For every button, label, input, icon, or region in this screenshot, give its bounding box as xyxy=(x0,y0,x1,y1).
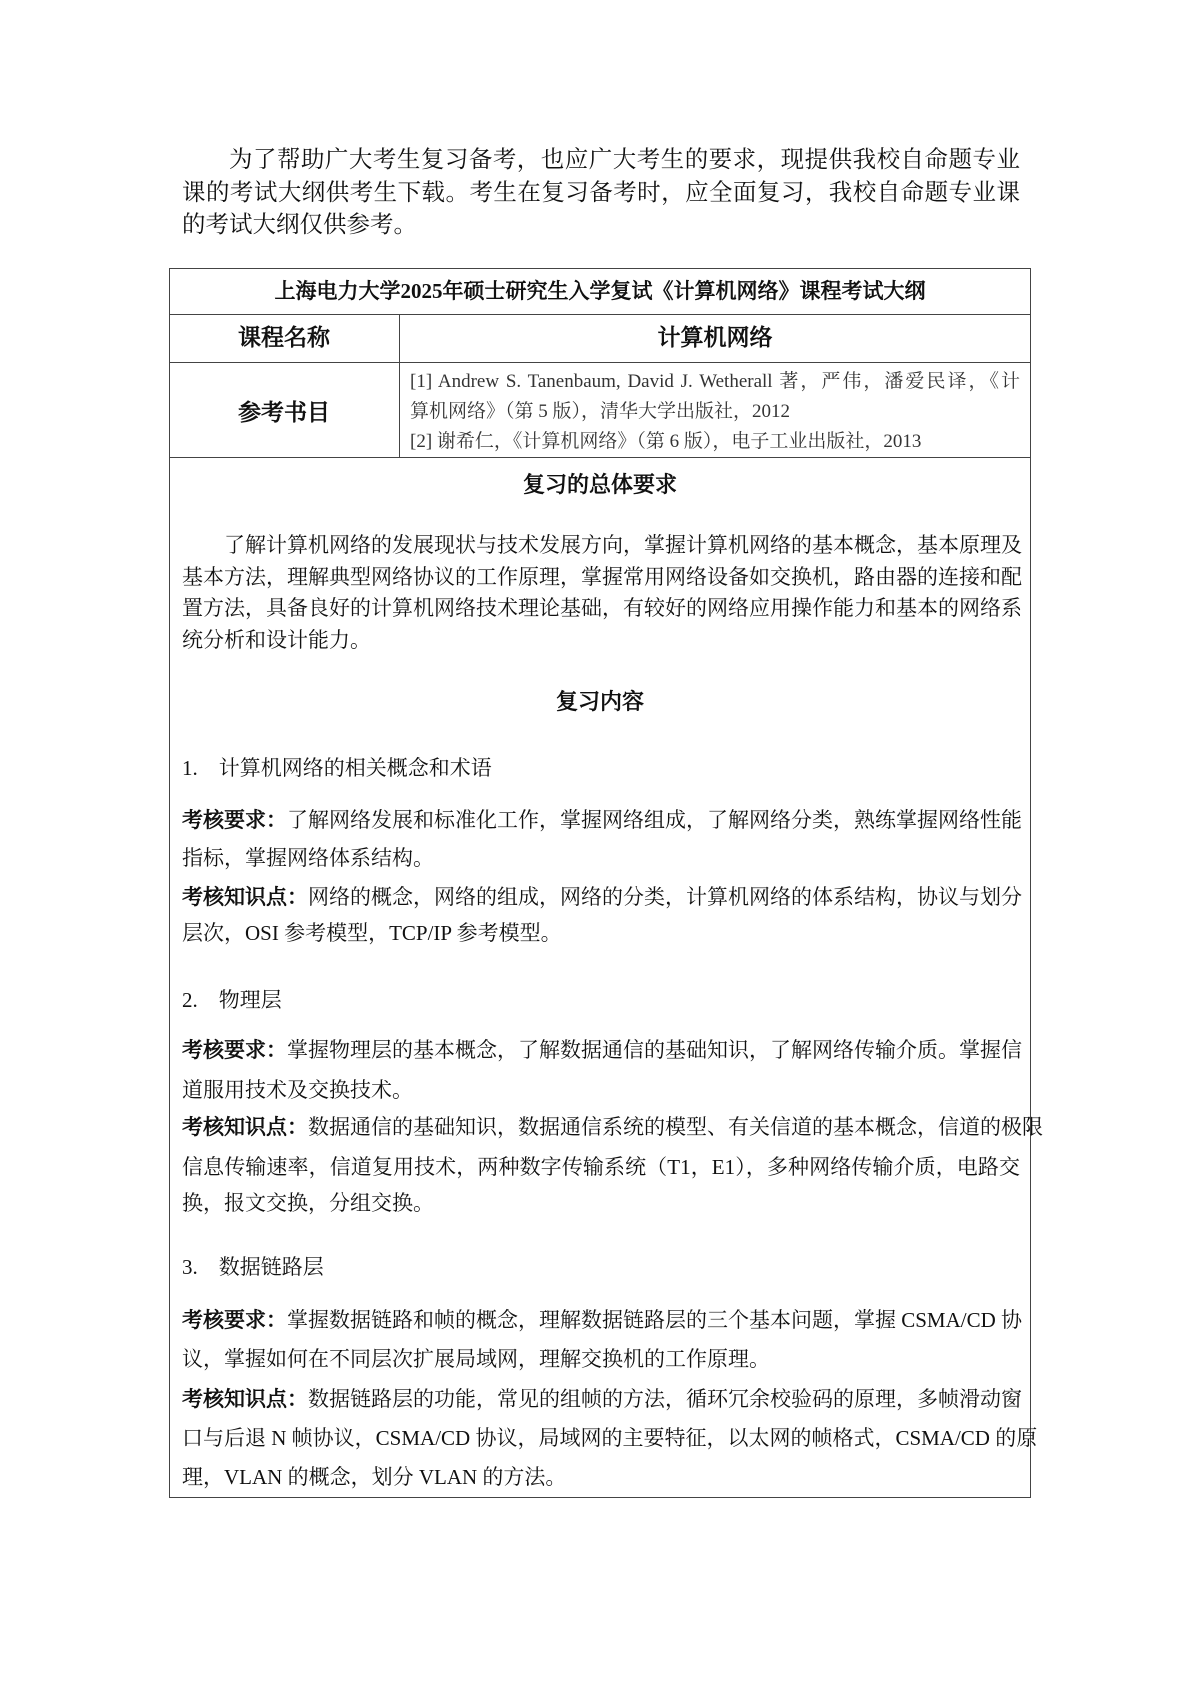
requirement-label: 考核要求： xyxy=(182,1308,287,1332)
reference-line: 算机网络》（第 5 版），清华大学出版社，2012 xyxy=(410,401,791,422)
requirement-label: 考核要求： xyxy=(182,1038,287,1062)
section-title: 3. 数据链路层 xyxy=(182,1255,324,1279)
knowledge-text: 网络的概念，网络的组成，网络的分类，计算机网络的体系结构，协议与划分 xyxy=(308,885,1022,909)
knowledge-line: 层次，OSI 参考模型，TCP/IP 参考模型。 xyxy=(182,921,562,945)
row-divider xyxy=(169,457,1031,458)
overall-line: 统分析和设计能力。 xyxy=(182,628,371,652)
content-heading: 复习内容 xyxy=(555,689,644,714)
requirement-line xyxy=(182,1305,1023,1335)
section-title: 2. 物理层 xyxy=(182,988,282,1012)
overall-line: 了解计算机网络的发展现状与技术发展方向，掌握计算机网络的基本概念，基本原理及 xyxy=(224,533,1022,557)
reference-line: [2] 谢希仁，《计算机网络》（第 6 版），电子工业出版社，2013 xyxy=(410,431,922,452)
row-divider xyxy=(169,362,1031,363)
knowledge-line: 口与后退 N 帧协议，CSMA/CD 协议，局域网的主要特征，以太网的帧格式，CSMA/CD 的原 xyxy=(182,1426,1038,1450)
table-title: 上海电力大学2025年硕士研究生入学复试《计算机网络》课程考试大纲 xyxy=(274,279,926,303)
course-name-value: 计算机网络 xyxy=(657,325,773,350)
knowledge-label: 考核知识点： xyxy=(182,1115,308,1139)
requirement-line: 道服用技术及交换技术。 xyxy=(182,1078,413,1102)
requirement-line xyxy=(182,805,1020,835)
knowledge-label: 考核知识点： xyxy=(182,1387,308,1411)
requirement-label: 考核要求： xyxy=(182,808,287,832)
requirement-line xyxy=(182,1035,1020,1065)
section-title: 1. 计算机网络的相关概念和术语 xyxy=(182,756,492,780)
reference-line: [1] Andrew S. Tanenbaum, David J. Wetherall 著，严伟，潘爱民译，《计 xyxy=(410,371,1020,392)
requirement-text: 掌握数据链路和帧的概念，理解数据链路层的三个基本问题，掌握 CSMA/CD 协 xyxy=(287,1308,1023,1332)
requirement-text: 了解网络发展和标准化工作，掌握网络组成，了解网络分类，熟练掌握网络性能 xyxy=(287,808,1022,832)
requirement-line: 议，掌握如何在不同层次扩展局域网，理解交换机的工作原理。 xyxy=(182,1347,770,1371)
requirement-text: 掌握物理层的基本概念，了解数据通信的基础知识，了解网络传输介质。掌握信 xyxy=(287,1038,1022,1062)
knowledge-line: 理，VLAN 的概念，划分 VLAN 的方法。 xyxy=(182,1465,567,1489)
knowledge-text: 数据链路层的功能，常见的组帧的方法，循环冗余校验码的原理，多帧滑动窗 xyxy=(308,1387,1022,1411)
overall-heading: 复习的总体要求 xyxy=(522,472,677,497)
intro-line: 课的考试大纲供考生下载。考生在复习备考时，应全面复习，我校自命题专业课 xyxy=(182,180,1020,206)
row-divider xyxy=(169,314,1031,315)
knowledge-line: 换，报文交换，分组交换。 xyxy=(182,1191,434,1215)
knowledge-text: 数据通信的基础知识，数据通信系统的模型、有关信道的基本概念，信道的极限 xyxy=(308,1115,1043,1139)
intro-line: 为了帮助广大考生复习备考，也应广大考生的要求，现提供我校自命题专业 xyxy=(229,147,1020,173)
overall-line: 基本方法，理解典型网络协议的工作原理，掌握常用网络设备如交换机，路由器的连接和配 xyxy=(182,565,1022,589)
requirement-line: 指标，掌握网络体系结构。 xyxy=(182,846,434,870)
knowledge-line xyxy=(182,882,1020,912)
knowledge-line xyxy=(182,1384,1020,1414)
knowledge-line xyxy=(182,1112,1043,1142)
knowledge-line: 信息传输速率，信道复用技术，两种数字传输系统（T1，E1），多种网络传输介质，电路交 xyxy=(182,1155,1020,1179)
overall-line: 置方法，具备良好的计算机网络技术理论基础，有较好的网络应用操作能力和基本的网络系 xyxy=(182,596,1022,620)
knowledge-label: 考核知识点： xyxy=(182,885,308,909)
course-name-label: 课程名称 xyxy=(238,325,330,350)
reference-books-label: 参考书目 xyxy=(238,400,330,425)
intro-line: 的考试大纲仅供参考。 xyxy=(182,212,417,238)
